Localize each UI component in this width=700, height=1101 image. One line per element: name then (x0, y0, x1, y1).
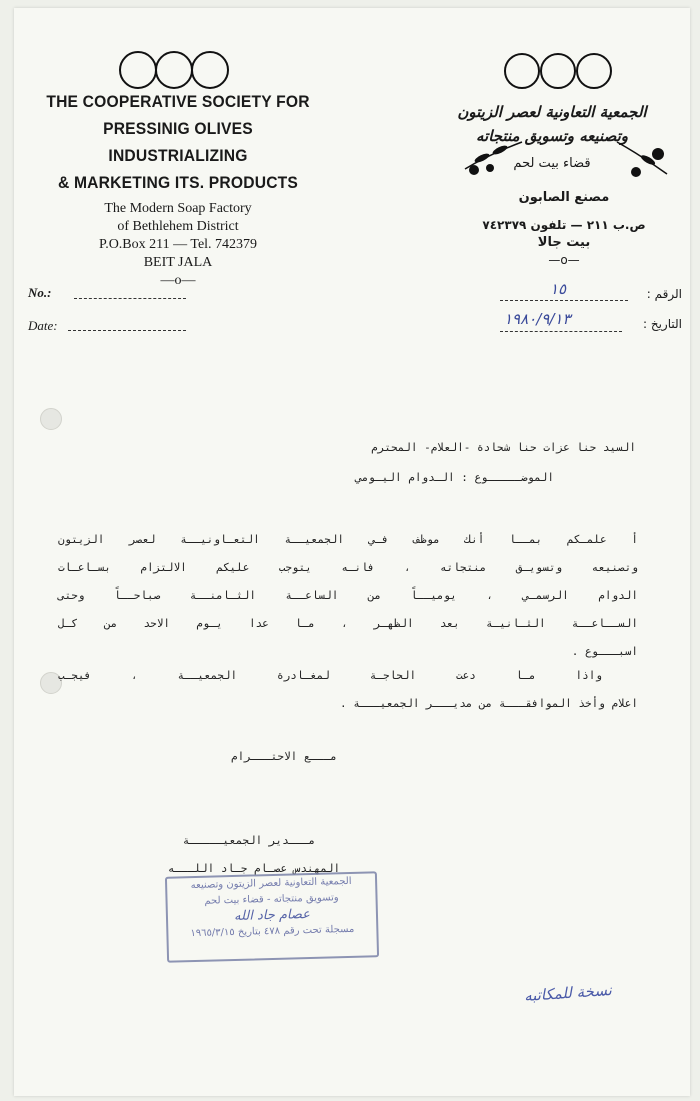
letter-page (14, 8, 690, 1096)
body-line: أ علمـكم بمــا أنك موظف فـي الجمعيــة التعـاونيــة لعصر الزيتون (58, 533, 638, 546)
signatory-name: المهندس عصـام جـاد اللـــه (167, 862, 341, 875)
arabic-city: بيت جالا (537, 235, 591, 250)
arabic-divider: —o— (548, 253, 580, 267)
handwritten-note: نسخة للمكاتبه (523, 980, 613, 1006)
date-label: Date: (28, 318, 58, 333)
arabic-factory: مصنع الصابون (518, 190, 610, 205)
english-sub-line: of Bethlehem District (117, 219, 239, 234)
english-title-line: PRESSINIG OLIVES INDUSTRIALIZING (103, 119, 253, 165)
date-value: ١٩٨٠/٩/١٣ (504, 310, 571, 328)
subject-line: الموضـــــوع : الـدوام اليـومي (355, 471, 554, 484)
no-field-line (74, 298, 186, 299)
english-divider: —o— (160, 273, 196, 288)
body-line: الســاعــة الثـانيـة بعد الظهـر ، مـا عدا يـوم الاحد من كـل (58, 617, 638, 630)
no-label: No.: (28, 285, 52, 300)
body-line: اسبـــوع . (571, 645, 638, 658)
paragraph-1 (58, 526, 638, 666)
closing-line: مـــع الاحتـــرام (231, 750, 337, 763)
date-field-line (68, 330, 186, 331)
body-line: الدوام الرسمـي ، يوميــاً من الساعــة الثـامنــة صباحــاً وحتى (58, 589, 638, 602)
stamp-line: وتسويق منتجاته - قضاء بيت لحم (204, 892, 339, 907)
english-header (28, 88, 328, 290)
signatory-title: مـــدير الجمعيـــــة (182, 834, 316, 847)
english-sub-line: BEIT JALA (143, 255, 213, 270)
stamp-signature: عصام جاد الله (233, 907, 311, 924)
number-value: ١٥ (550, 280, 567, 298)
body-line: اعلام وأخذ الموافقـــة من مديـــر الجمعيـــة . (339, 697, 638, 710)
arabic-district: قضاء بيت لحم (513, 156, 591, 171)
punch-hole (40, 408, 62, 430)
cooperative-rings-logo-right (502, 50, 614, 92)
date-label-ar: التاريخ : (642, 317, 682, 331)
arabic-contact: ص.ب ٢١١ — تلفون ٧٤٢٣٧٩ (482, 218, 646, 232)
english-sub-line: The Modern Soap Factory (104, 201, 252, 216)
arabic-header-details (484, 188, 644, 208)
english-title-line: THE COOPERATIVE SOCIETY FOR (46, 92, 310, 111)
date-field-line-ar (500, 331, 622, 332)
addressee-line: السيد حنا عزات حنا شحادة -العلام- المحترم (371, 441, 636, 454)
stamp-line: الجمعية التعاونية لعصر الزيتون وتصنيعه (190, 875, 352, 892)
paragraph-2 (58, 662, 638, 718)
cooperative-rings-logo-left (118, 48, 230, 92)
arabic-title: الجمعية التعاونية لعصر الزيتون وتصنيعه وتسويق منتجاته (457, 103, 647, 145)
number-label-ar: الرقم : (646, 287, 682, 301)
number-field-line (500, 300, 628, 301)
body-line: وتصنيعه وتسويـق منتجاته ، فانـه يتوجب عليكم الالتزام بسـاعـات (58, 561, 638, 574)
olive-branch-icon (460, 134, 530, 178)
english-title-line: & MARKETING ITS. PRODUCTS (57, 173, 299, 192)
olive-branch-icon (612, 134, 672, 184)
official-stamp (165, 871, 379, 963)
english-sub-line: P.O.Box 211 — Tel. 742379 (98, 237, 258, 252)
stamp-line: مسجلة تحت رقم ٤٧٨ بتاريخ ١٩٦٥/٣/١٥ (190, 923, 355, 940)
arabic-contact-block (464, 216, 664, 268)
body-line: واذا مـا دعت الحاجـة لمغـادرة الجمعيــة ، فيجـب (58, 669, 602, 682)
